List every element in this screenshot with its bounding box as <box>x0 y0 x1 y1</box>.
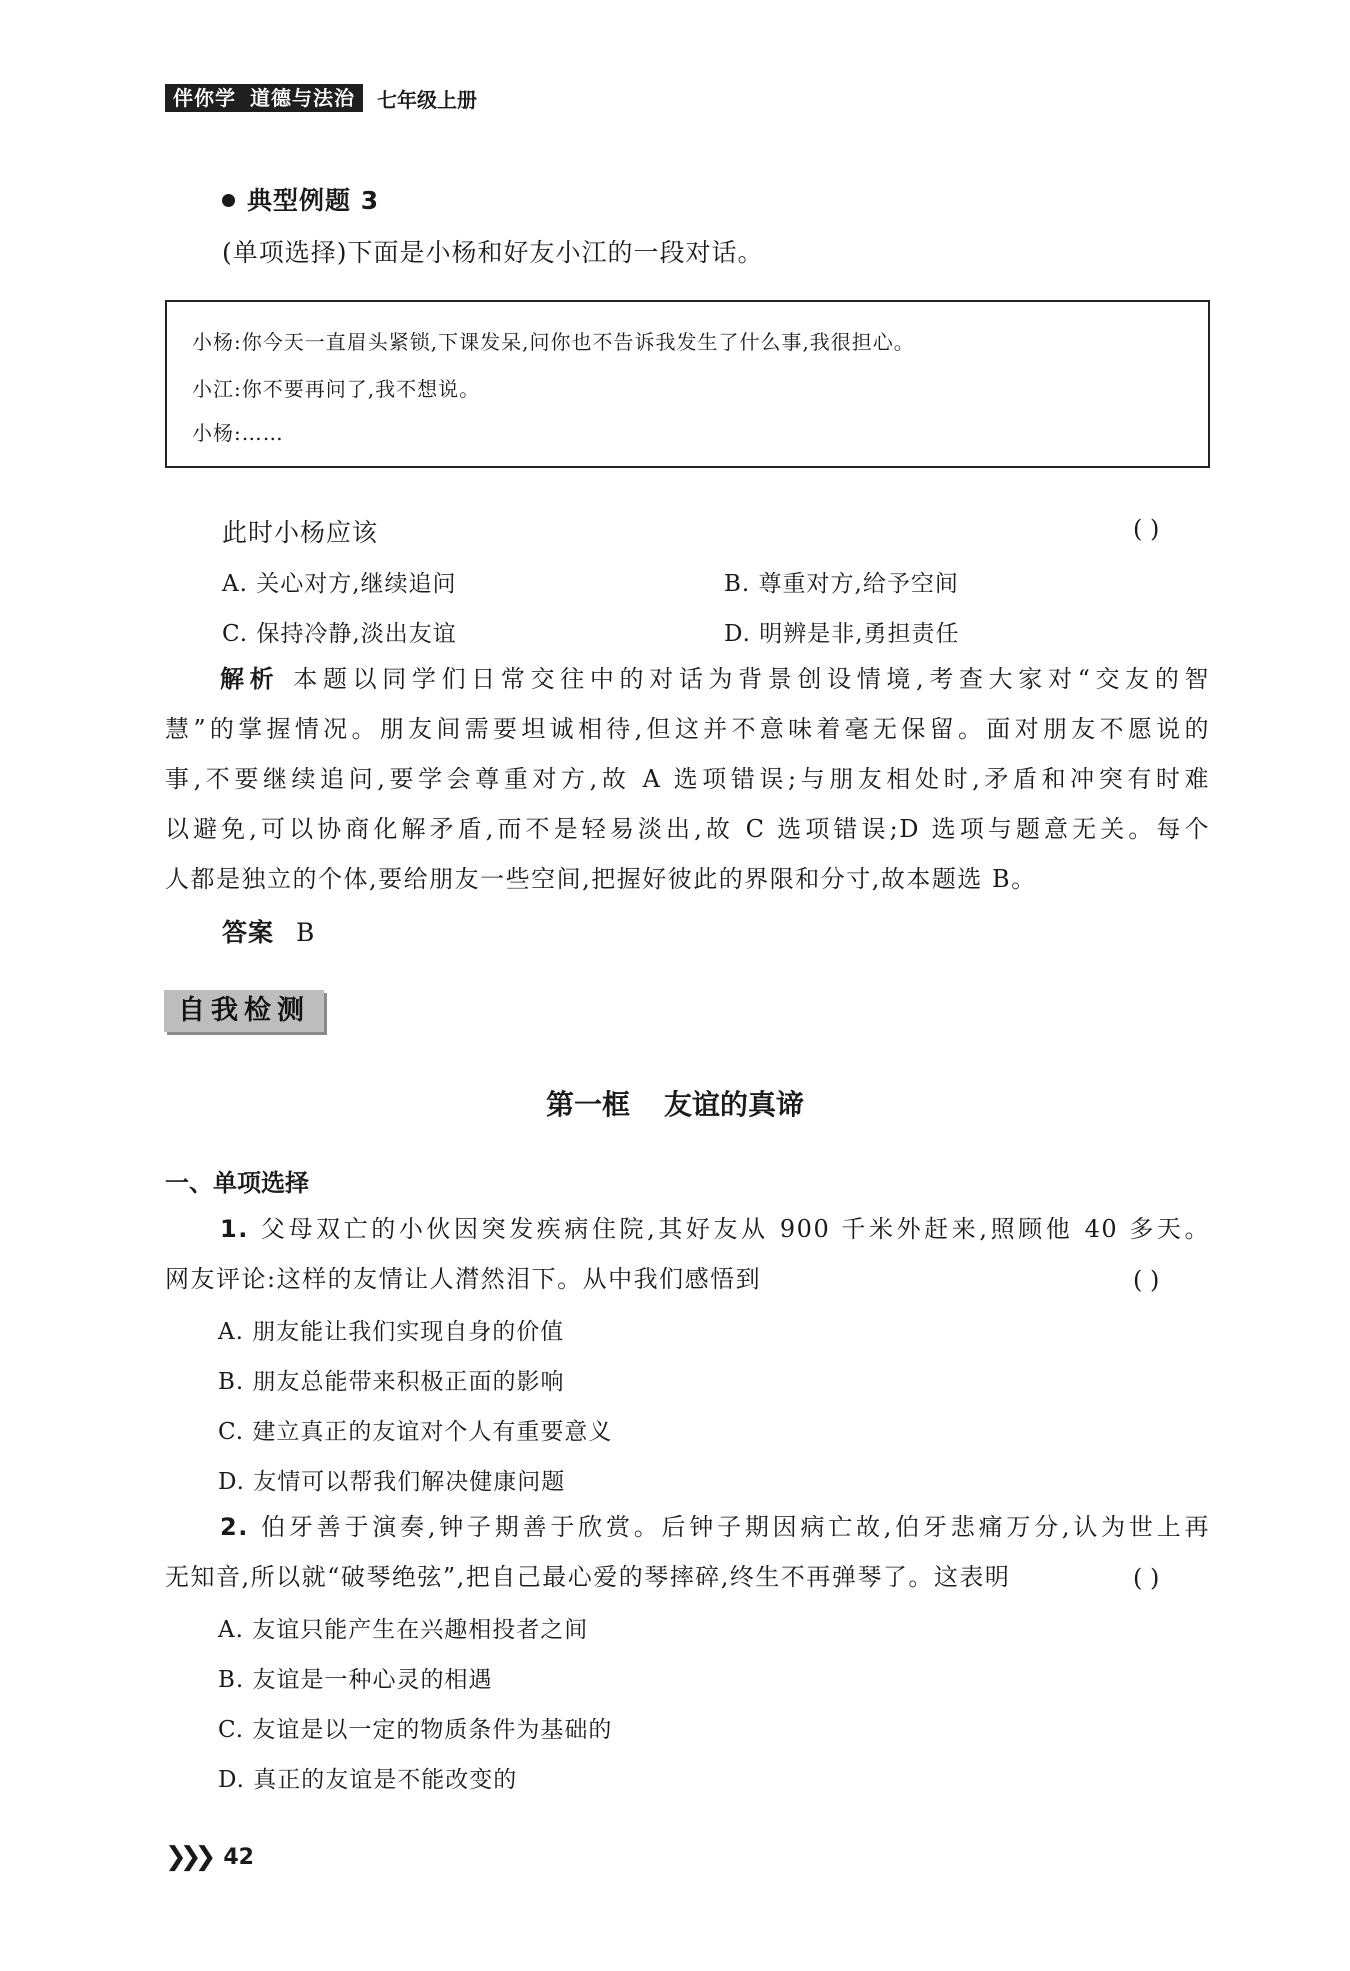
analysis-line: 解析 本题以同学们日常交往中的对话为背景创设情境,考查大家对“交友的智 <box>220 665 1210 693</box>
analysis-paragraph <box>165 654 1210 904</box>
lesson-title <box>0 1083 1350 1123</box>
option-c: C. 保持冷静,淡出友谊 <box>222 621 457 647</box>
section-heading: 一、单项选择 <box>165 1169 309 1197</box>
page-header <box>165 84 477 112</box>
chevrons-right-icon: ❯❯❯ <box>165 1842 210 1872</box>
question-line: 2. 伯牙善于演奏,钟子期善于欣赏。后钟子期因病亡故,伯牙悲痛万分,认为世上再 <box>220 1513 1210 1541</box>
q2-option-c: C. 友谊是以一定的物质条件为基础的 <box>218 1717 613 1743</box>
dialog-line: 小江:你不要再问了,我不想说。 <box>192 377 481 401</box>
question-2 <box>165 1502 1210 1602</box>
header-subject: 道德与法治 <box>250 86 355 110</box>
self-test-tag: 自我检测 <box>164 990 324 1032</box>
dialog-line: 小杨:你今天一直眉头紧锁,下课发呆,问你也不告诉我发生了什么事,我很担心。 <box>192 330 915 354</box>
option-b: B. 尊重对方,给予空间 <box>724 571 959 597</box>
example-intro: (单项选择)下面是小杨和好友小江的一段对话。 <box>222 238 764 267</box>
bullet-icon <box>222 194 235 207</box>
analysis-line: 人都是独立的个体,要给朋友一些空间,把握好彼此的界限和分寸,故本题选 B。 <box>165 865 1037 893</box>
analysis-line: 以避免,可以协商化解矛盾,而不是轻易淡出,故 C 选项错误;D 选项与题意无关。每个 <box>165 815 1210 843</box>
answer-value: B <box>296 918 316 947</box>
lesson-part: 第一框 <box>545 1088 630 1121</box>
lesson-name: 友谊的真谛 <box>664 1088 805 1121</box>
analysis-line: 慧”的掌握情况。朋友间需要坦诚相待,但这并不意味着毫无保留。面对朋友不愿说的 <box>165 715 1210 743</box>
answer-paren: ( ) <box>1133 1564 1160 1592</box>
q2-option-a: A. 友谊只能产生在兴趣相投者之间 <box>218 1617 589 1643</box>
example-title <box>222 181 379 217</box>
page-footer <box>165 1842 254 1872</box>
question-line: 1. 父母双亡的小伙因突发疾病住院,其好友从 900 千米外赶来,照顾他 40 多天。 <box>220 1215 1210 1243</box>
question-number: 1. <box>220 1215 249 1243</box>
q1-option-a: A. 朋友能让我们实现自身的价值 <box>218 1319 565 1345</box>
dialog-line: 小杨:…… <box>192 421 284 445</box>
header-series: 伴你学 <box>173 86 236 110</box>
page-number: 42 <box>223 1844 254 1870</box>
question-line: 网友评论:这样的友情让人潸然泪下。从中我们感悟到 <box>165 1265 762 1293</box>
option-d: D. 明辨是非,勇担责任 <box>724 621 960 647</box>
q1-option-c: C. 建立真正的友谊对个人有重要意义 <box>218 1419 613 1445</box>
analysis-line: 事,不要继续追问,要学会尊重对方,故 A 选项错误;与朋友相处时,矛盾和冲突有时难 <box>165 765 1210 793</box>
header-grade: 七年级上册 <box>377 87 477 112</box>
answer-label: 答案 <box>222 918 275 947</box>
question-number: 2. <box>220 1513 249 1541</box>
answer-paren: ( ) <box>1133 1266 1160 1294</box>
q1-option-d: D. 友情可以帮我们解决健康问题 <box>218 1469 566 1495</box>
dialog-box <box>165 300 1210 468</box>
q2-option-b: B. 友谊是一种心灵的相遇 <box>218 1667 493 1693</box>
q2-option-d: D. 真正的友谊是不能改变的 <box>218 1767 518 1793</box>
q1-option-b: B. 朋友总能带来积极正面的影响 <box>218 1369 565 1395</box>
analysis-label: 解析 <box>220 665 280 693</box>
question-line: 无知音,所以就“破琴绝弦”,把自己最心爱的琴摔碎,终生不再弹琴了。这表明 <box>165 1563 1011 1591</box>
answer-line <box>222 913 315 949</box>
example-question: 此时小杨应该 <box>222 518 379 547</box>
example-title-text: 典型例题 3 <box>247 186 380 215</box>
answer-paren: ( ) <box>1133 515 1160 543</box>
header-tag <box>165 84 363 112</box>
question-1 <box>165 1204 1210 1304</box>
option-a: A. 关心对方,继续追问 <box>222 571 457 597</box>
